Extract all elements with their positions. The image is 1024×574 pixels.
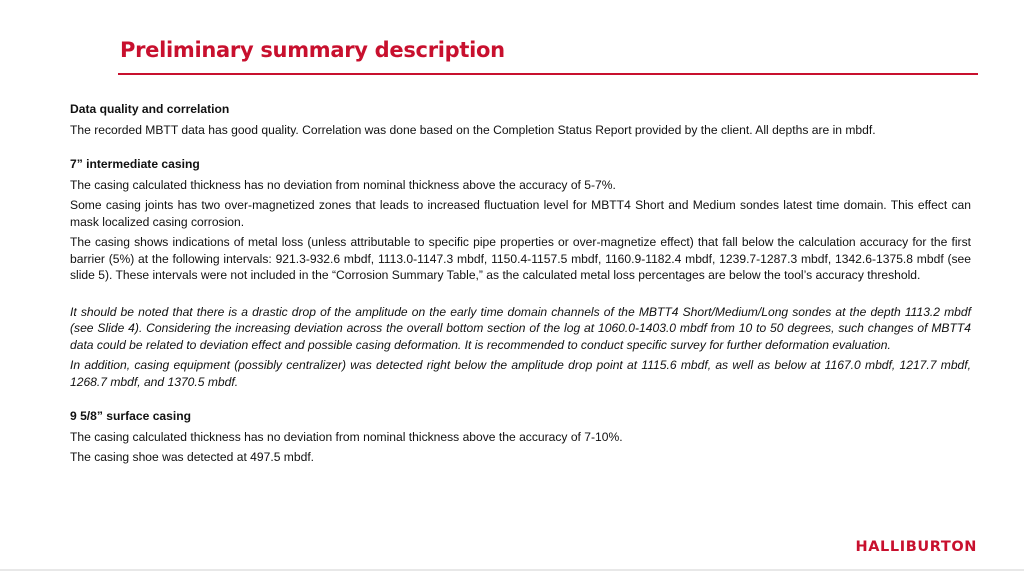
- footer-divider: [0, 569, 1024, 571]
- surface-casing-heading: 9 5/8” surface casing: [70, 409, 192, 423]
- halliburton-logo: HALLIBURTON: [855, 539, 977, 555]
- intermediate-casing-text-3: The casing shows indications of metal loss (unless attributable to specific pipe properties or over-magnetize effect) that fall below the calculation accuracy for the first barrier (5%) at the following intervals: 921.3-932.6 mbdf, 1113.0-1147.3 mbdf, 1150.4-1157.5 mbdf, 1160.9-1182.4 mbdf, 1239.7-1287.3 mbdf, 1342.6-1375.8 mbdf (see slide 5). These intervals were not included in the “Corrosion Summary Table,” as the calculated metal loss percentages are below the tool’s accuracy threshold.: [70, 235, 971, 282]
- title-underline: [118, 73, 978, 75]
- surface-casing-text-2: The casing shoe was detected at 497.5 mbdf.: [70, 450, 315, 464]
- slide-body: [70, 101, 971, 470]
- surface-casing-text-1: The casing calculated thickness has no deviation from nominal thickness above the accuracy of 7-10%.: [70, 429, 623, 444]
- data-quality-text: The recorded MBTT data has good quality. Correlation was done based on the Completion Status Report provided by the client. All depths are in mbdf.: [70, 122, 876, 137]
- intermediate-casing-text-1: The casing calculated thickness has no deviation from nominal thickness above the accuracy of 5-7%.: [70, 177, 616, 192]
- intermediate-casing-heading: 7” intermediate casing: [70, 157, 200, 171]
- casing-equipment-note: In addition, casing equipment (possibly centralizer) was detected right below the amplitude drop point at 1115.6 mbdf, as well as below at 1167.0 mbdf, 1217.7 mbdf, 1268.7 mbdf, and 1370.5 mbdf.: [70, 358, 971, 389]
- intermediate-casing-text-2: Some casing joints has two over-magnetized zones that leads to increased fluctuation level for MBTT4 Short and Medium sondes latest time domain. This effect can mask localized casing corrosion.: [70, 198, 971, 229]
- slide-title: Preliminary summary description: [120, 38, 505, 62]
- data-quality-heading: Data quality and correlation: [70, 102, 230, 116]
- amplitude-drop-note: It should be noted that there is a drastic drop of the amplitude on the early time domain channels of the MBTT4 Short/Medium/Long sondes at the depth 1113.2 mbdf (see Slide 4). Considering the increasing deviation across the overall bottom section of the log at 1060.0-1403.0 mbdf from 10 to 50 degrees, such changes of MBTT4 data could be related to deviation effect and possible casing deformation. It is recommended to conduct specific survey for further deformation evaluation.: [70, 304, 971, 352]
